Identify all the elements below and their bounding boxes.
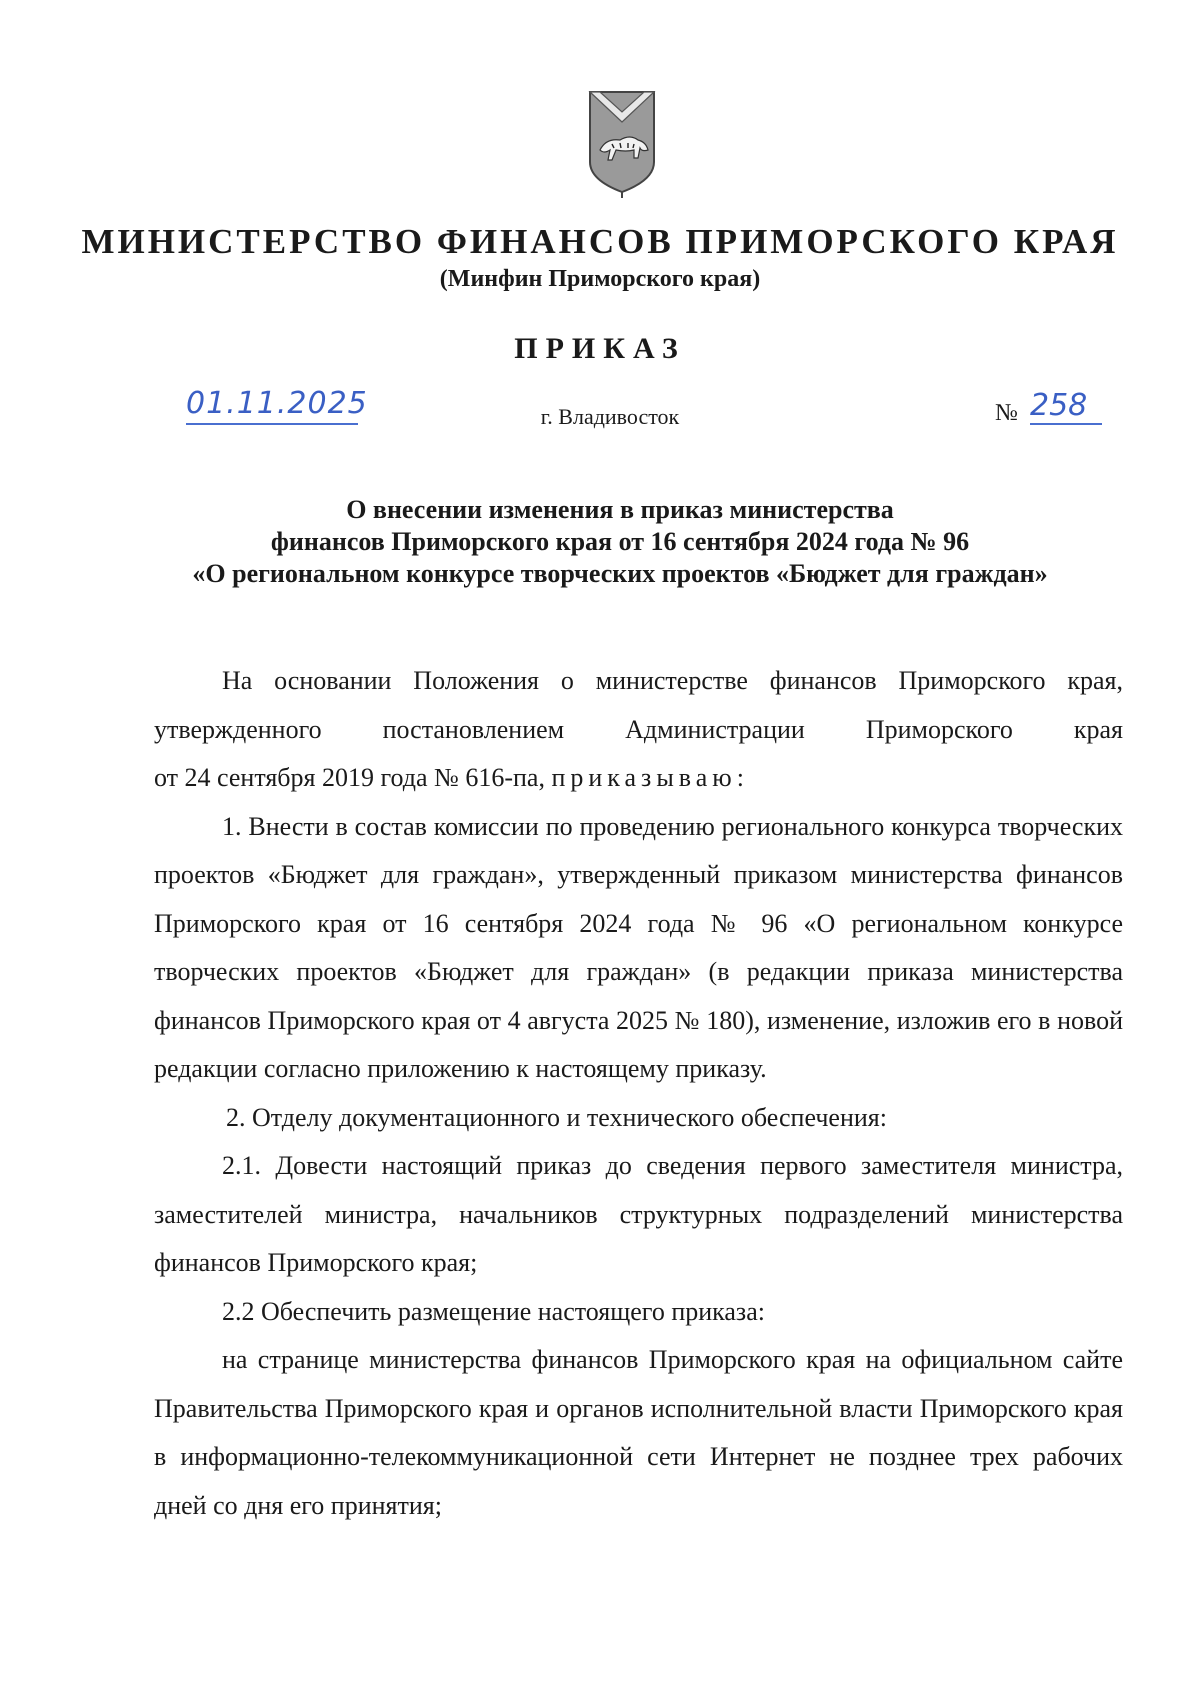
- title-line: финансов Приморского края от 16 сентября 2024 года № 96: [270, 527, 970, 556]
- coat-of-arms-icon: [586, 88, 658, 200]
- title-line: О внесении изменения в приказ министерства: [346, 495, 894, 524]
- title-line: «О региональном конкурсе творческих проектов «Бюджет для граждан»: [192, 559, 1048, 588]
- ministry-short-name: (Минфин Приморского края): [439, 266, 761, 292]
- item-2: 2. Отделу документационного и технического обеспечения:: [226, 1102, 887, 1132]
- item-2-2-a: на странице министерства финансов Приморского края на официальном сайте Правительства Приморского края и органов исполнительной власти Приморского края в информационно-телекоммуникационной сети Интернет не позднее трех рабочих дней со дня его принятия;: [154, 1345, 1123, 1520]
- ministry-name: МИНИСТЕРСТВО ФИНАНСОВ ПРИМОРСКОГО КРАЯ: [81, 222, 1119, 261]
- intro-basis-text: от 24 сентября 2019 года № 616-па,: [154, 763, 552, 792]
- order-word: приказываю:: [551, 763, 749, 792]
- number-label: №: [995, 400, 1018, 426]
- document-type: ПРИКАЗ: [514, 332, 686, 365]
- intro-line-2: утвержденного постановлением Администрации Приморского края: [154, 714, 1123, 744]
- city-label: г. Владивосток: [540, 404, 680, 429]
- handwritten-number: 258: [1030, 388, 1102, 425]
- item-1: 1. Внести в состав комиссии по проведению регионального конкурса творческих проектов «Бюджет для граждан», утвержденный приказом министерства финансов Приморского края от 16 сентября 2024 года № 96 «О региональном конкурсе творческих проектов «Бюджет для граждан» (в редакции приказа министерства финансов Приморского края от 4 августа 2025 № 180), изменение, изложив его в новой редакции согласно приложению к настоящему приказу.: [154, 811, 1123, 1083]
- intro-line-3: [154, 754, 1123, 803]
- intro-line-1: На основании Положения о министерстве финансов Приморского края,: [222, 666, 1123, 695]
- item-2-2: 2.2 Обеспечить размещение настоящего приказа:: [222, 1296, 765, 1326]
- handwritten-date: 01.11.2025: [186, 386, 358, 425]
- item-2-1: 2.1. Довести настоящий приказ до сведения первого заместителя министра, заместителей министра, начальников структурных подразделений министерства финансов Приморского края;: [154, 1151, 1123, 1277]
- document-title: [140, 494, 1100, 590]
- document-body: [154, 657, 1123, 1530]
